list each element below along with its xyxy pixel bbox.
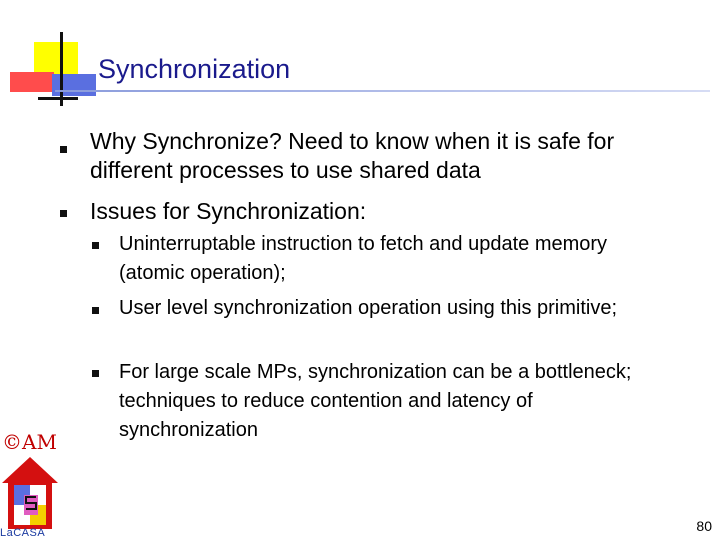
logo-copyright-am: ©AM (2, 430, 57, 454)
sub-bullet-user-level: User level synchronization operation using this primitive; (119, 297, 618, 319)
lacasa-house-logo-icon (0, 455, 60, 531)
title-deco-blue-bar (52, 74, 96, 96)
sub-bullet-marker (92, 242, 99, 249)
page-number: 80 (696, 518, 712, 534)
sub-bullet-marker (92, 307, 99, 314)
sub-bullet-large-scale: For large scale MPs, synchronization can be a bottleneck; techniques to reduce contention and latency of synchronization (119, 361, 632, 441)
bullet-issues: Issues for Synchronization: (90, 198, 367, 224)
logo-lacasa-text: LaCASA (0, 527, 46, 539)
sub-bullet-marker (92, 370, 99, 377)
bullet-marker (60, 146, 67, 153)
title-deco-vertical-line (60, 32, 63, 106)
sub-bullet-atomic: Uninterruptable instruction to fetch and update memory (atomic operation); (119, 233, 608, 284)
bullet-marker (60, 210, 67, 217)
slide-title: Synchronization (98, 54, 291, 84)
title-deco-red-bar (10, 72, 54, 92)
title-rule (55, 90, 710, 92)
title-deco-horizontal-line (38, 97, 78, 100)
bullet-why-synchronize: Why Synchronize? Need to know when it is safe for different processes to use shared data (90, 128, 615, 183)
